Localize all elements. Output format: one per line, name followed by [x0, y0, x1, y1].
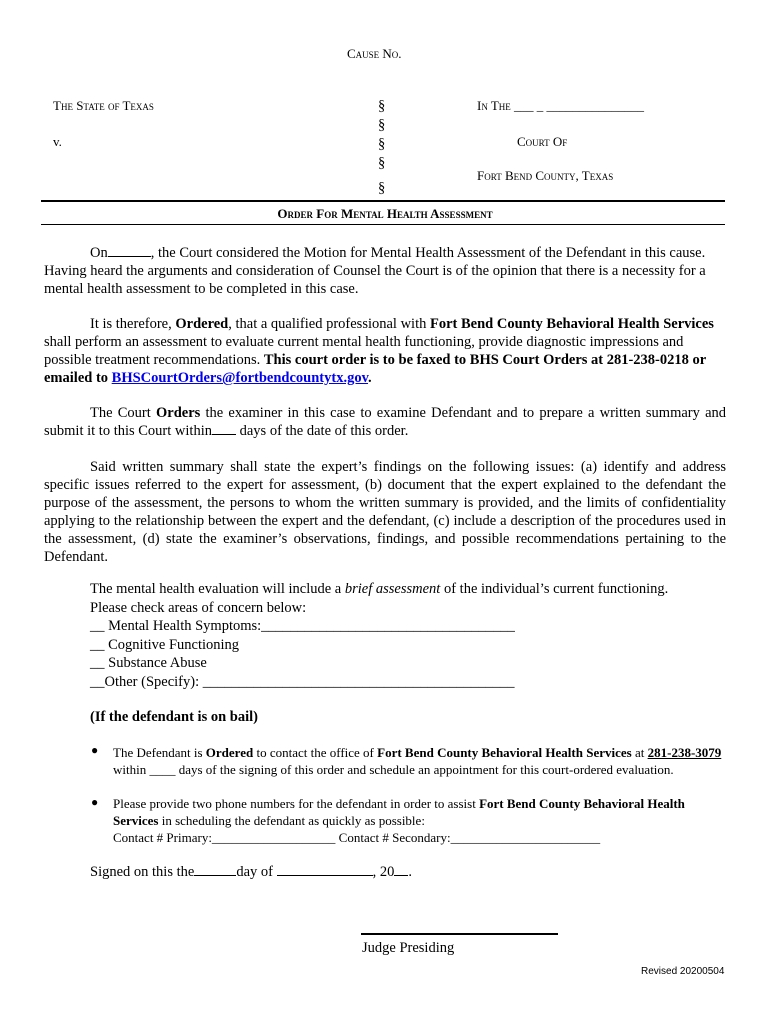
email-link[interactable]: BHSCourtOrders@fortbendcountytx.gov: [111, 370, 369, 386]
court-number-blank: ___ _ _______________: [514, 98, 645, 113]
date-blank: [108, 244, 151, 257]
court-of-label: Court Of: [517, 134, 568, 149]
b1-text-4: within ____ days of the signing of this order and schedule an appointment for this court-ordered evaluation.: [113, 762, 674, 777]
days-blank: [212, 422, 236, 435]
section-mark: §: [378, 180, 386, 196]
eval-text-2: of the individual’s current functioning.: [440, 581, 669, 597]
para2-text-1: It is therefore,: [90, 316, 176, 332]
b1-ordered: Ordered: [205, 745, 254, 760]
para1-text: , the Court considered the Motion for Mental Health Assessment of the Defendant in this cause. Having heard the arguments and consideration of Counsel the Court is of the opinion that there is a necessity for a mental health assessment to be completed in this case.: [44, 245, 706, 297]
signed-text-2: day of: [236, 864, 277, 880]
b2-agency: Fort Bend County Behavioral Health Services: [113, 796, 685, 828]
paragraph-motion: [44, 244, 726, 298]
b1-phone: 281-238-3079: [647, 745, 722, 760]
concern-item[interactable]: __ Substance Abuse: [90, 655, 207, 671]
day-blank[interactable]: [194, 863, 236, 876]
versus-label: v.: [53, 134, 62, 149]
section-mark: §: [378, 155, 386, 171]
b2-text-1: Please provide two phone numbers for the defendant in order to assist: [113, 796, 480, 811]
contact-numbers-line[interactable]: Contact # Primary:___________________ Contact # Secondary:_______________________: [113, 830, 601, 845]
signed-text-1: Signed on this the: [90, 864, 195, 880]
cause-number-label: Cause No.: [347, 46, 402, 61]
para2-text-3: shall perform an assessment to evaluate current mental health functioning, provide diagnostic impressions and possible treatment recommendations.: [44, 334, 684, 368]
judge-presiding-label: Judge Presiding: [362, 940, 455, 956]
section-mark: §: [378, 117, 386, 133]
b2-text-2: in scheduling the defendant as quickly as possible:: [158, 813, 425, 828]
paragraph-summary: Said written summary shall state the expert’s findings on the following issues: (a) identify and address specific issues referred to the expert for assessment, (b) document that the expert explained to the defendant the purpose of the assessment, the persons to whom the written summary is provided, and the limits of confidentiality applying to the relationship between the expert and the defendant, (c) include a description of the procedures used in the assessment, (d) state the examiner’s observations, findings, and possible recommendations pertaining to the Defendant.: [44, 459, 726, 565]
concern-item[interactable]: __Other (Specify): ___________________________________________: [90, 673, 515, 690]
signed-line: [90, 863, 412, 881]
section-marks: [378, 97, 385, 198]
concern-item[interactable]: __ Cognitive Functioning: [90, 636, 240, 653]
in-the-text: In The: [477, 98, 511, 113]
para2-fax-instructions: This court order is to be faxed to BHS Court Orders at 281-238-0218 or emailed to: [44, 352, 706, 386]
para3-text-1: The Court: [90, 405, 156, 421]
evaluation-section: [90, 580, 730, 691]
year-blank[interactable]: [394, 863, 408, 876]
eval-brief: brief assessment: [344, 581, 441, 597]
para1-on: On: [90, 245, 108, 261]
state-of-texas-label: The State of Texas: [53, 98, 154, 113]
b1-text-1: The Defendant is: [113, 745, 206, 760]
title-rule-top: [41, 200, 725, 202]
judge-signature-line[interactable]: [361, 933, 558, 935]
para2-ordered: Ordered: [175, 316, 229, 332]
para3-text-3: days of the date of this order.: [235, 423, 409, 439]
check-instructions: Please check areas of concern below:: [90, 599, 307, 616]
bullet-icon: ●: [91, 795, 99, 809]
b1-agency: Fort Bend County Behavioral Health Services: [377, 745, 632, 760]
section-mark: §: [378, 136, 386, 152]
bail-bullet-contact: [113, 744, 725, 778]
b1-text-2: to contact the office of: [253, 745, 378, 760]
court-in-the-label: [477, 98, 644, 114]
signed-text-3: , 20: [372, 864, 395, 880]
bail-heading: (If the defendant is on bail): [90, 709, 258, 725]
bail-bullet-phones: [113, 795, 725, 846]
para2-agency: Fort Bend County Behavioral Health Services: [430, 316, 714, 332]
para3-orders: Orders: [155, 405, 201, 421]
document-title: Order For Mental Health Assessment: [277, 206, 493, 221]
section-mark: §: [378, 98, 386, 114]
b1-text-3: at: [631, 745, 648, 760]
para3-text-2: the examiner in this case to examine Defendant and to prepare a written summary and submit it to this Court within: [44, 405, 727, 439]
para2-end: .: [368, 370, 372, 386]
eval-text-1: The mental health evaluation will include a: [90, 581, 345, 597]
county-label: Fort Bend County, Texas: [477, 168, 614, 183]
evaluation-intro: [90, 580, 730, 599]
paragraph-examiner: [44, 404, 726, 440]
paragraph-ordered: [44, 315, 726, 387]
para2-text-2: , that a qualified professional with: [228, 316, 430, 332]
revision-label: Revised 20200504: [641, 966, 725, 977]
title-rule-bottom: [41, 224, 725, 225]
signed-text-4: .: [408, 864, 412, 880]
concern-item[interactable]: __ Mental Health Symptoms:___________________________________: [90, 618, 515, 634]
month-blank[interactable]: [277, 863, 373, 876]
bullet-icon: ●: [91, 743, 99, 757]
